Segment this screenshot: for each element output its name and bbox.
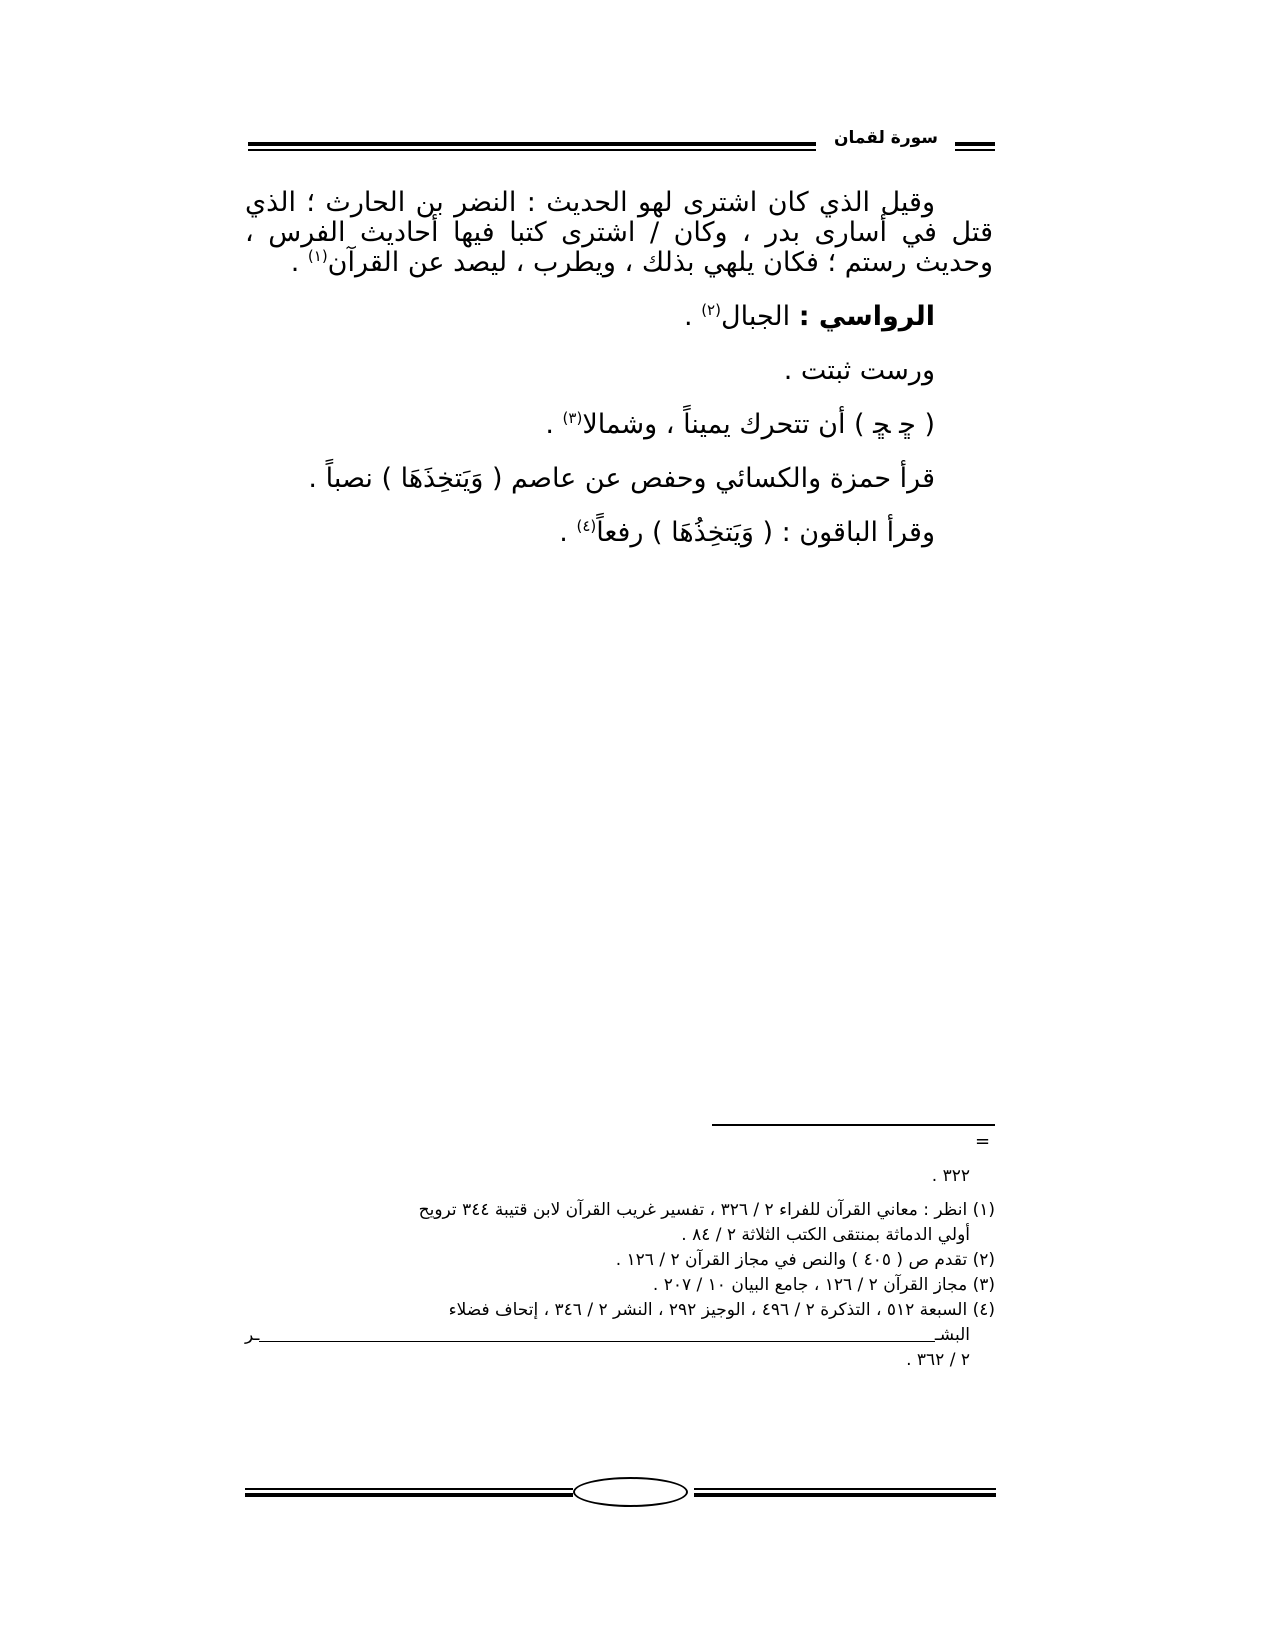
paragraph-1-end: . [290,247,308,278]
footnote-4-ref: ٢ / ٣٦٢ . [906,1350,970,1370]
footer-rule-left [245,1488,573,1497]
line-tamid [245,410,993,440]
footer-rule-right [694,1488,996,1497]
line-qiraa-1: قرأ حمزة والكسائي وحفص عن عاصم ( وَيَتخِذَهَا ) نصباً . [308,463,935,494]
footnote-continuation-mark: = [975,1131,991,1152]
line-rasat: ورست ثبتت . [783,355,935,386]
footnote-ref-3: (٣) [562,409,583,427]
footnote-4-word-end: ـر [245,1325,260,1345]
footnote-1-cont: أولي الدماثة بمنتقى الكتب الثلاثة ٢ / ٨٤ . [681,1225,970,1245]
line-qiraa-2-text: وقرأ الباقون : ( وَيَتخِذُهَا ) رفعاً [596,517,935,548]
footnote-4: (٤) السبعة ٥١٢ ، التذكرة ٢ / ٤٩٦ ، الوجيز ٢٩٢ ، النشر ٢ / ٣٤٦ ، إتحاف فضلاء [448,1300,995,1320]
line-rawasi [245,302,993,332]
footnote-1: (١) انظر : معاني القرآن للفراء ٢ / ٣٢٦ ، تفسير غريب القرآن لابن قتيبة ٣٤٤ ترويح [418,1200,995,1220]
footnote-4-cont [245,1323,995,1348]
footnote-ref-4: (٤) [576,517,597,535]
line-tamid-end: . [545,409,563,440]
kashida-line [259,1341,934,1342]
footnote-ref-2: (٢) [701,301,721,319]
line-rawasi-end: . [684,301,702,332]
footnote-4-word-start: البشـ [934,1325,970,1345]
line-qiraa-2-end: . [559,517,577,548]
line-tamid-text: ( ﮀ ﮁ ) أن تتحرك يميناً ، وشمالا [582,409,935,440]
paragraph-1 [245,188,993,278]
header-rule-left [248,142,816,151]
main-text [245,188,993,548]
footnotes [245,1164,995,1373]
footnote-2: (٢) تقدم ص ( ٤٠٥ ) والنص في مجاز القرآن ٢ / ١٢٦ . [615,1250,995,1270]
footnote-carry: ٣٢٢ . [931,1166,970,1186]
page-number-oval [573,1477,688,1507]
line-qiraa-2 [245,518,993,548]
footnote-ref-1: (١) [307,247,328,265]
term-rawasi: الرواسي : [798,301,935,332]
footnote-3: (٣) مجاز القرآن ٢ / ١٢٦ ، جامع البيان ١٠ / ٢٠٧ . [652,1275,995,1295]
footnote-separator [712,1124,995,1126]
line-rawasi-text: الجبال [720,301,799,332]
header-rule-right [955,142,995,151]
running-title: سورة لقمان [833,128,939,148]
paragraph-1-text: وقيل الذي كان اشترى لهو الحديث : النضر بن الحارث ؛ الذي قتل في أسارى بدر ، وكان / اشترى كتبا فيها أحاديث الفرس ، وحديث رستم ؛ فكان يلهي بذلك ، ويطرب ، ليصد عن القرآن [245,187,993,278]
